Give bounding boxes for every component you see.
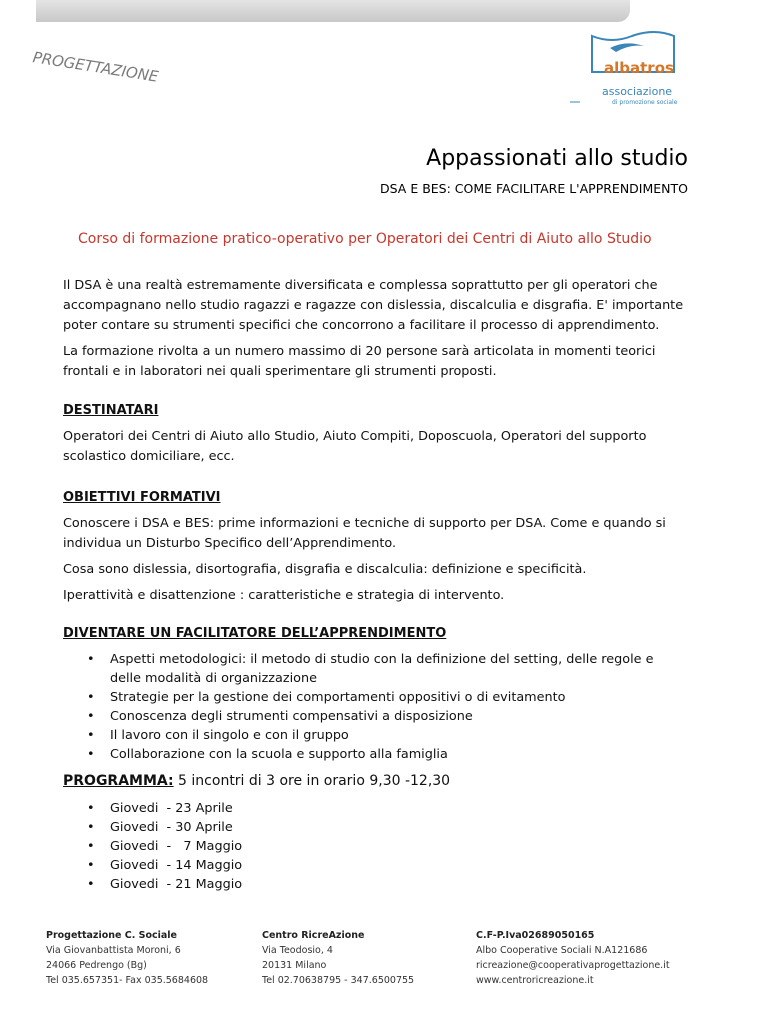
progettazione-logo-text: PROGETTAZIONE [31, 48, 160, 86]
intro-paragraph: La formazione rivolta a un numero massimo di 20 persone sarà articolata in momenti teorici frontali e in laboratori nei quali sperimentare gli strumenti proposti. [63, 344, 656, 379]
obiettivi-paragraph: Iperattività e disattenzione : caratteristiche e strategia di intervento. [63, 588, 505, 603]
intro-paragraph: Il DSA è una realtà estremamente diversificata e complessa soprattutto per gli operatori che accompagnano nello studio ragazzi e ragazze con dislessia, discalculia e disgrafia. E' importante poter contare su strumenti specifici che concorrono a facilitare il processo di apprendimento. [63, 278, 684, 333]
footer-website[interactable]: www.centroricreazione.it [476, 975, 594, 986]
page-subtitle: DSA E BES: COME FACILITARE L'APPRENDIMENTO [380, 181, 688, 196]
programma-label: PROGRAMMA: [63, 773, 174, 789]
programma-section [63, 771, 703, 894]
footer-heading: Centro RicreAzione [262, 930, 365, 941]
date-item: • Giovedi - 21 Maggio [63, 875, 703, 894]
progettazione-logo [28, 34, 188, 104]
albatros-logo-line2: di promozione sociale [612, 99, 678, 106]
section-heading: DIVENTARE UN FACILITATORE DELL’APPRENDIMENTO [63, 626, 447, 641]
section-heading: DESTINATARI [63, 403, 159, 418]
section-heading: OBIETTIVI FORMATIVI [63, 490, 221, 505]
list-item: • Aspetti metodologici: il metodo di studio con la definizione del setting, delle regole e delle modalità di organizzazione [63, 650, 673, 688]
facilitatore-section [63, 624, 703, 764]
footer-column-progettazione [46, 928, 208, 988]
date-item: • Giovedi - 14 Maggio [63, 856, 703, 875]
footer-line: Tel 035.657351- Fax 035.5684608 [46, 975, 209, 986]
obiettivi-paragraph: Conoscere i DSA e BES: prime informazioni e tecniche di supporto per DSA. Come e quando si individua un Disturbo Specifico dell’Apprendimento. [63, 516, 666, 551]
footer-line: 20131 Milano [262, 960, 327, 971]
footer-email[interactable]: ricreazione@cooperativaprogettazione.it [476, 960, 670, 971]
list-item: • Il lavoro con il singolo e con il gruppo [63, 726, 673, 745]
programma-heading [63, 771, 703, 791]
footer-heading: Progettazione C. Sociale [46, 930, 177, 941]
page-title: Appassionati allo studio [426, 146, 688, 171]
course-title: Corso di formazione pratico-operativo per Operatori dei Centri di Aiuto allo Studio [78, 231, 652, 247]
obiettivi-paragraph: Cosa sono dislessia, disortografia, disgrafia e discalculia: definizione e specificità. [63, 562, 587, 577]
programma-dates [63, 799, 703, 894]
albatros-logo-name: albatros [604, 59, 674, 77]
footer-line: Via Teodosio, 4 [262, 945, 333, 956]
footer-line: 24066 Pedrengo (Bg) [46, 960, 147, 971]
date-item: • Giovedi - 23 Aprile [63, 799, 703, 818]
footer-line: Via Giovanbattista Moroni, 6 [46, 945, 181, 956]
list-item: • Strategie per la gestione dei comportamenti oppositivi o di evitamento [63, 688, 673, 707]
intro-section [63, 276, 693, 382]
footer-column-fiscal [476, 928, 670, 988]
obiettivi-section [63, 488, 703, 606]
footer-heading: C.F-P.Iva02689050165 [476, 930, 595, 941]
footer-line: Tel 02.70638795 - 347.6500755 [262, 975, 415, 986]
albatros-logo [570, 22, 690, 114]
albatros-logo-line1: associazione [602, 85, 673, 98]
date-item: • Giovedi - 7 Maggio [63, 837, 703, 856]
facilitatore-list [63, 650, 673, 764]
bird-icon [610, 43, 644, 52]
list-item: • Collaborazione con la scuola e supporto alla famiglia [63, 745, 673, 764]
header-bar [36, 0, 630, 22]
footer-column-ricreazione [262, 928, 414, 988]
destinatari-section [63, 401, 703, 467]
list-item: • Conoscenza degli strumenti compensativi a disposizione [63, 707, 673, 726]
destinatari-text: Operatori dei Centri di Aiuto allo Studio, Aiuto Compiti, Doposcuola, Operatori del supporto scolastico domiciliare, ecc. [63, 429, 647, 464]
programma-text: 5 incontri di 3 ore in orario 9,30 -12,30 [173, 773, 451, 789]
date-item: • Giovedi - 30 Aprile [63, 818, 703, 837]
footer-line: Albo Cooperative Sociali N.A121686 [476, 945, 648, 956]
